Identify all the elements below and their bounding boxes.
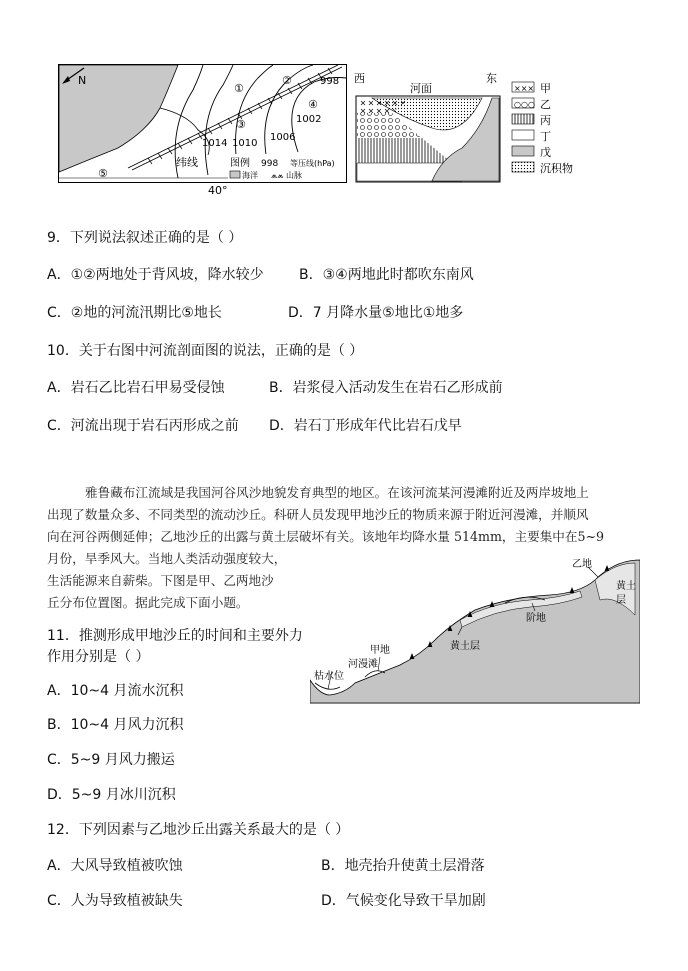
legend-wu-swatch	[512, 146, 534, 156]
isobar-label-1010: 1010	[232, 138, 258, 149]
q11-option-c[interactable]: C．5~9 月风力搬运	[47, 752, 175, 768]
legend-ocean-swatch	[230, 171, 240, 178]
legend-title: 图例	[230, 158, 250, 169]
q10-option-d[interactable]: D．岩石丁形成年代比岩石戊早	[269, 418, 462, 434]
q12-option-d[interactable]: D．气候变化导致干旱加剧	[321, 893, 486, 909]
legend-ocean: 海洋	[242, 171, 258, 180]
q12-stem: 12．下列因素与乙地沙丘出露关系最大的是（ ）	[47, 822, 350, 838]
q12-option-b[interactable]: B．地壳抬升使黄土层滑落	[321, 858, 485, 874]
point-1: ①	[234, 82, 244, 95]
passage-line-6: 丘分布位置图。据此完成下面小题。	[47, 595, 249, 610]
point-2: ②	[282, 74, 292, 87]
west-label: 西	[354, 72, 365, 85]
legend-sediment-swatch	[512, 162, 534, 172]
passage-line-2: 出现了数量众多、不同类型的流动沙丘。科研人员发现甲地沙丘的物质来源于附近河漫滩，并顺风	[47, 507, 589, 522]
point-3: ③	[236, 118, 246, 131]
q9-option-a[interactable]: A．①②两地处于背风坡，降水较少	[47, 267, 264, 283]
point-4: ④	[308, 98, 318, 111]
passage-line-3: 向在河谷两侧延伸；乙地沙丘的出露与黄土层破坏有关。该地年均降水量 514mm，主要集中在5~9	[47, 529, 605, 544]
label-loess: 黄土层	[450, 641, 480, 652]
q11-option-d[interactable]: D．5~9 月冰川沉积	[47, 787, 176, 803]
q9-option-c[interactable]: C．②地的河流汛期比⑤地长	[47, 305, 222, 321]
q10-option-b[interactable]: B．岩浆侵入活动发生在岩石乙形成前	[269, 380, 503, 396]
q10-option-a[interactable]: A．岩石乙比岩石甲易受侵蚀	[47, 380, 225, 396]
legend-sediment: 沉积物	[540, 162, 573, 175]
latitude-value: 40°	[208, 184, 228, 196]
north-label: N	[78, 74, 87, 87]
label-terrace: 阶地	[526, 613, 546, 624]
passage-line-1: 雅鲁藏布江流域是我国河谷风沙地貌发育典型的地区。在该河流某河漫滩附近及两岸坡地上	[85, 485, 589, 500]
isobar-map	[58, 60, 348, 196]
legend-ding-swatch	[512, 130, 534, 140]
q9-option-b[interactable]: B．③④两地此时都吹东南风	[299, 267, 474, 283]
isobar-label-1014: 1014	[202, 138, 228, 149]
legend-isobar: 等压线(hPa)	[290, 159, 335, 168]
q11-option-b[interactable]: B．10~4 月风力沉积	[47, 717, 184, 733]
river-section-diagram	[352, 68, 592, 186]
isobar-label-1006: 1006	[270, 132, 296, 143]
q11-stem-line-1: 11．推测形成甲地沙丘的时间和主要外力	[47, 628, 303, 644]
label-loess-top-1: 黄土	[616, 581, 636, 592]
q12-option-a[interactable]: A．大风导致植被吹蚀	[47, 858, 183, 874]
q12-option-c[interactable]: C．人为导致植被缺失	[47, 893, 183, 909]
label-jia: 甲地	[370, 645, 390, 656]
legend-bing: 丙	[540, 114, 551, 127]
legend-mountain: 山脉	[286, 171, 302, 180]
q9-option-d[interactable]: D．7 月降水量⑤地比①地多	[288, 305, 464, 321]
sand-dune-profile	[310, 555, 640, 705]
q9-stem: 9．下列说法叙述正确的是（ ）	[47, 230, 243, 246]
legend-jia: 甲	[540, 82, 551, 95]
legend-mountain-icon: ⩕⩕	[271, 171, 284, 180]
legend-jia-symbol: ×××	[514, 84, 535, 93]
label-yi: 乙地	[572, 559, 592, 570]
q10-option-c[interactable]: C．河流出现于岩石丙形成之前	[47, 418, 239, 434]
point-5: ⑤	[98, 167, 108, 180]
legend-isobar-value: 998	[261, 159, 279, 169]
legend-yi-symbol: ○○○	[514, 100, 535, 109]
label-low-water: 枯水位	[314, 671, 344, 682]
label-loess-top-2: 层	[616, 595, 626, 606]
q11-option-a[interactable]: A．10~4 月流水沉积	[47, 683, 184, 699]
legend-yi: 乙	[540, 98, 551, 111]
slope-ground	[310, 560, 640, 703]
legend-bing-swatch	[512, 114, 534, 124]
legend-wu: 戊	[540, 146, 551, 159]
q10-stem: 10．关于右图中河流剖面图的说法，正确的是（ ）	[47, 343, 364, 359]
passage-line-5: 生活能源来自薪柴。下图是甲、乙两地沙	[47, 573, 274, 588]
isobar-label-1002: 1002	[296, 114, 322, 125]
river-surface-label: 河面	[410, 82, 432, 95]
label-floodplain: 河漫滩	[348, 659, 378, 670]
legend-ding: 丁	[540, 130, 551, 143]
passage-line-4: 月份，旱季风大。当地人类活动强度较大，	[47, 551, 287, 566]
q11-stem-line-2: 作用分别是（ ）	[47, 649, 150, 665]
isobar-label-998: 998	[320, 76, 340, 87]
east-label: 东	[486, 72, 497, 85]
latitude-label: 纬线	[176, 156, 198, 169]
